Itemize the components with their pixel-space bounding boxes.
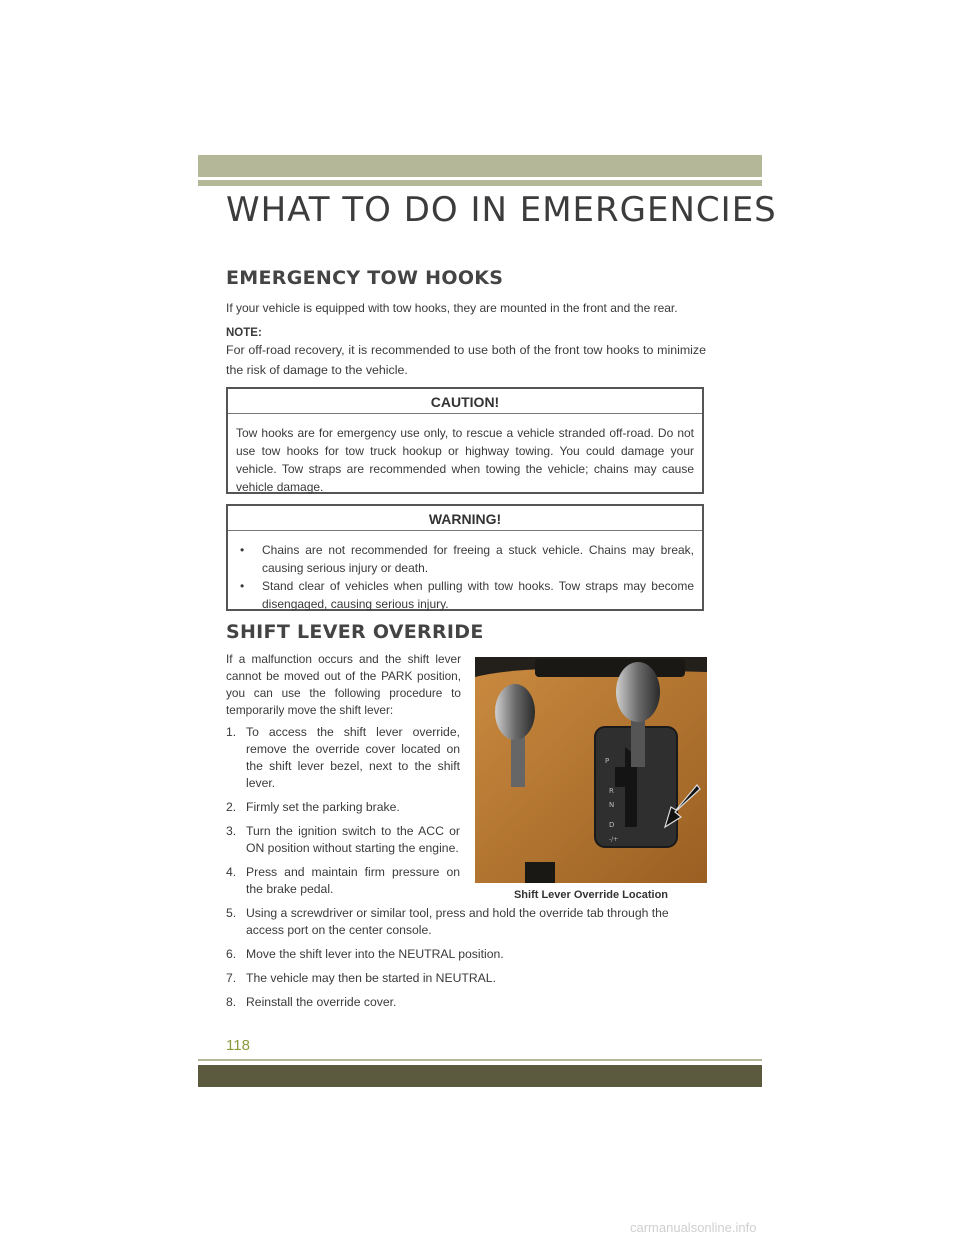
caution-text: Tow hooks are for emergency use only, to rescue a vehicle stranded off-road. Do not use tow hooks for tow truck hookup or highway towing. You could damage your vehicle. Tow straps are recommended when towing the vehicle; chains may cause vehicle damage. <box>236 426 694 494</box>
note-label: NOTE: <box>226 327 262 339</box>
caution-box <box>226 387 704 494</box>
header-rule <box>198 180 762 186</box>
step-item: 2. Firmly set the parking brake. <box>226 800 400 814</box>
gear-label-r: R <box>609 787 614 795</box>
warning-bullet: • Chains are not recommended for freeing a stuck vehicle. Chains may break, causing serious injury or death. <box>240 543 694 575</box>
shift-lever-intro: If a malfunction occurs and the shift lever cannot be moved out of the PARK position, you can use the following procedure to temporarily move the shift lever: <box>226 652 461 717</box>
watermark: carmanualsonline.info <box>630 1220 757 1235</box>
console-top-slot <box>535 659 685 677</box>
header-band <box>198 155 762 177</box>
figure-caption: Shift Lever Override Location <box>513 889 669 901</box>
section-title: WHAT TO DO IN EMERGENCIES <box>226 190 777 230</box>
gear-label-d: D <box>609 821 615 829</box>
step-item: 3. Turn the ignition switch to the ACC or ON position without starting the engine. <box>226 824 460 855</box>
shift-lever-stem <box>631 717 645 767</box>
tow-hooks-intro: If your vehicle is equipped with tow hooks, they are mounted in the front and the rear. <box>226 301 678 315</box>
warning-title: WARNING! <box>228 506 702 531</box>
step-item: 7. The vehicle may then be started in NEUTRAL. <box>226 971 496 985</box>
footer-rule <box>198 1059 762 1061</box>
step-item: 4. Press and maintain firm pressure on the brake pedal. <box>226 865 460 896</box>
warning-bullet: • Stand clear of vehicles when pulling with tow hooks. Tow straps may become disengaged, causing serious injury. <box>240 579 694 611</box>
caution-title: CAUTION! <box>228 389 702 414</box>
gear-label-manual: -/+ <box>609 836 619 843</box>
warning-box <box>226 504 704 611</box>
tow-hooks-heading: EMERGENCY TOW HOOKS <box>226 267 504 289</box>
step-item: 6. Move the shift lever into the NEUTRAL position. <box>226 947 504 961</box>
shift-knob <box>616 662 660 722</box>
shift-lever-heading: SHIFT LEVER OVERRIDE <box>226 621 484 643</box>
lower-console-slot <box>525 862 555 883</box>
footer-band <box>198 1065 762 1087</box>
step-item: 5. Using a screwdriver or similar tool, press and hold the override tab through the access port on the center console. <box>226 906 669 937</box>
transfer-knob <box>495 684 535 740</box>
gear-label-n: N <box>609 801 615 809</box>
gear-label-p: P <box>605 757 610 765</box>
page-number: 118 <box>226 1037 250 1054</box>
shift-lever-photo <box>475 657 707 883</box>
note-text: For off-road recovery, it is recommended to use both of the front tow hooks to minimize the risk of damage to the vehicle. <box>226 343 706 377</box>
step-item: 8. Reinstall the override cover. <box>226 995 397 1009</box>
step-item: 1. To access the shift lever override, remove the override cover located on the shift lever bezel, next to the shift lever. <box>226 725 460 790</box>
